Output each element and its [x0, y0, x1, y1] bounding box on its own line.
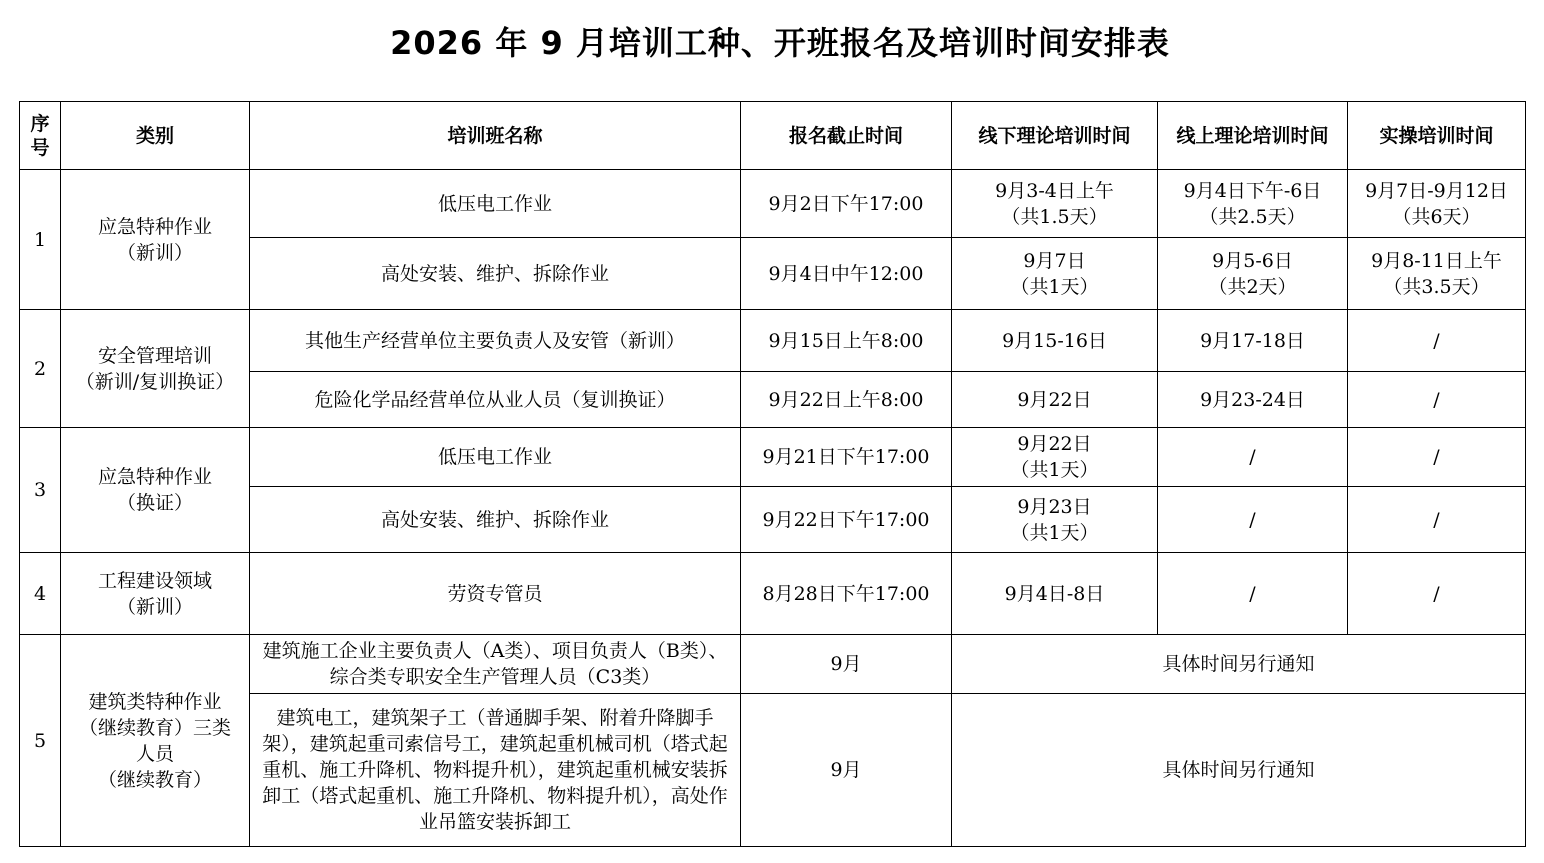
online-cell: /: [1158, 487, 1348, 553]
online-cell: [1158, 170, 1348, 238]
deadline-cell: 9月21日下午17:00: [741, 428, 952, 487]
header-offline: 线下理论培训时间: [952, 102, 1158, 170]
offline-cell: [952, 238, 1158, 310]
practice-cell: /: [1348, 310, 1526, 372]
category-line: 建筑类特种作业: [88, 690, 222, 713]
online-line: 9月5-6日: [1212, 249, 1293, 272]
course-cell: 建筑电工，建筑架子工（普通脚手架、附着升降脚手架），建筑起重司索信号工，建筑起重机械司机（塔式起重机、施工升降机、物料提升机），建筑起重机械安装拆卸工（塔式起重机、施工升降机、物料提升机），高处作业吊篮安装拆卸工: [250, 694, 741, 847]
offline-cell: 9月22日: [952, 372, 1158, 428]
offline-line: 9月23日: [1017, 495, 1092, 518]
table-row: [20, 310, 1526, 372]
header-seq: 序号: [20, 102, 61, 170]
table-row: [20, 170, 1526, 238]
deadline-cell: 9月: [741, 635, 952, 694]
deadline-cell: 9月15日上午8:00: [741, 310, 952, 372]
category-line: 应急特种作业: [97, 215, 212, 238]
course-cell: 危险化学品经营单位从业人员（复训换证）: [250, 372, 741, 428]
category-cell: [61, 170, 250, 310]
online-cell: /: [1158, 553, 1348, 635]
header-category: 类别: [61, 102, 250, 170]
seq-cell: 5: [20, 635, 61, 847]
table-row: [20, 553, 1526, 635]
schedule-table: [19, 101, 1526, 847]
course-cell: 其他生产经营单位主要负责人及安管（新训）: [250, 310, 741, 372]
category-line: 应急特种作业: [97, 466, 212, 488]
category-line: （继续教育）: [97, 768, 212, 791]
offline-cell: 9月4日-8日: [952, 553, 1158, 635]
offline-line: 9月3-4日上午: [995, 179, 1114, 202]
online-line: （共2天）: [1208, 275, 1297, 298]
offline-cell: [952, 170, 1158, 238]
practice-cell: /: [1348, 428, 1526, 487]
online-cell: /: [1158, 428, 1348, 487]
online-line: （共2.5天）: [1199, 205, 1306, 228]
category-line: （新训）: [116, 241, 193, 264]
practice-line: 9月7日-9月12日: [1365, 179, 1508, 202]
course-cell: 高处安装、维护、拆除作业: [250, 487, 741, 553]
offline-line: （共1.5天）: [1001, 205, 1108, 228]
seq-cell: 3: [20, 428, 61, 553]
offline-line: （共1天）: [1010, 459, 1099, 481]
table-row: [20, 428, 1526, 487]
offline-cell: [952, 428, 1158, 487]
category-line: 工程建设领域: [97, 569, 212, 592]
category-line: 安全管理培训: [97, 344, 212, 367]
deadline-cell: 9月4日中午12:00: [741, 238, 952, 310]
offline-line: 9月22日: [1017, 433, 1092, 455]
online-line: 9月4日下午-6日: [1183, 179, 1322, 202]
seq-cell: 2: [20, 310, 61, 428]
offline-line: 9月7日: [1023, 249, 1086, 272]
category-cell: [61, 553, 250, 635]
page-title: 2026 年 9 月培训工种、开班报名及培训时间安排表: [390, 24, 1170, 62]
online-cell: [1158, 238, 1348, 310]
practice-cell: /: [1348, 487, 1526, 553]
online-cell: 9月17-18日: [1158, 310, 1348, 372]
category-cell: [61, 635, 250, 847]
deadline-cell: 9月: [741, 694, 952, 847]
header-row: [20, 102, 1526, 170]
category-line: （新训）: [116, 595, 193, 618]
practice-line: 9月8-11日上午: [1371, 249, 1502, 272]
category-line: （换证）: [116, 492, 193, 514]
category-line: （新训/复训换证）: [75, 370, 235, 393]
practice-cell: [1348, 238, 1526, 310]
course-cell: 建筑施工企业主要负责人（A类）、项目负责人（B类）、综合类专职安全生产管理人员（C3类）: [250, 635, 741, 694]
header-practice: 实操培训时间: [1348, 102, 1526, 170]
practice-cell: /: [1348, 553, 1526, 635]
header-course: 培训班名称: [250, 102, 741, 170]
practice-cell: [1348, 170, 1526, 238]
category-line: 人员: [135, 742, 174, 765]
table-row: [20, 635, 1526, 694]
practice-cell: /: [1348, 372, 1526, 428]
header-online: 线上理论培训时间: [1158, 102, 1348, 170]
header-deadline: 报名截止时间: [741, 102, 952, 170]
category-cell: [61, 310, 250, 428]
seq-cell: 1: [20, 170, 61, 310]
deadline-cell: 8月28日下午17:00: [741, 553, 952, 635]
practice-line: （共6天）: [1392, 205, 1481, 228]
notice-cell: 具体时间另行通知: [952, 635, 1526, 694]
offline-line: （共1天）: [1010, 521, 1099, 544]
deadline-cell: 9月22日上午8:00: [741, 372, 952, 428]
offline-cell: [952, 487, 1158, 553]
category-cell: [61, 428, 250, 553]
category-line: （继续教育）三类: [78, 716, 231, 739]
course-cell: 高处安装、维护、拆除作业: [250, 238, 741, 310]
deadline-cell: 9月22日下午17:00: [741, 487, 952, 553]
course-cell: 劳资专管员: [250, 553, 741, 635]
notice-cell: 具体时间另行通知: [952, 694, 1526, 847]
course-cell: 低压电工作业: [250, 170, 741, 238]
seq-cell: 4: [20, 553, 61, 635]
offline-line: （共1天）: [1010, 275, 1099, 298]
deadline-cell: 9月2日下午17:00: [741, 170, 952, 238]
online-cell: 9月23-24日: [1158, 372, 1348, 428]
offline-cell: 9月15-16日: [952, 310, 1158, 372]
course-cell: 低压电工作业: [250, 428, 741, 487]
practice-line: （共3.5天）: [1383, 275, 1490, 298]
